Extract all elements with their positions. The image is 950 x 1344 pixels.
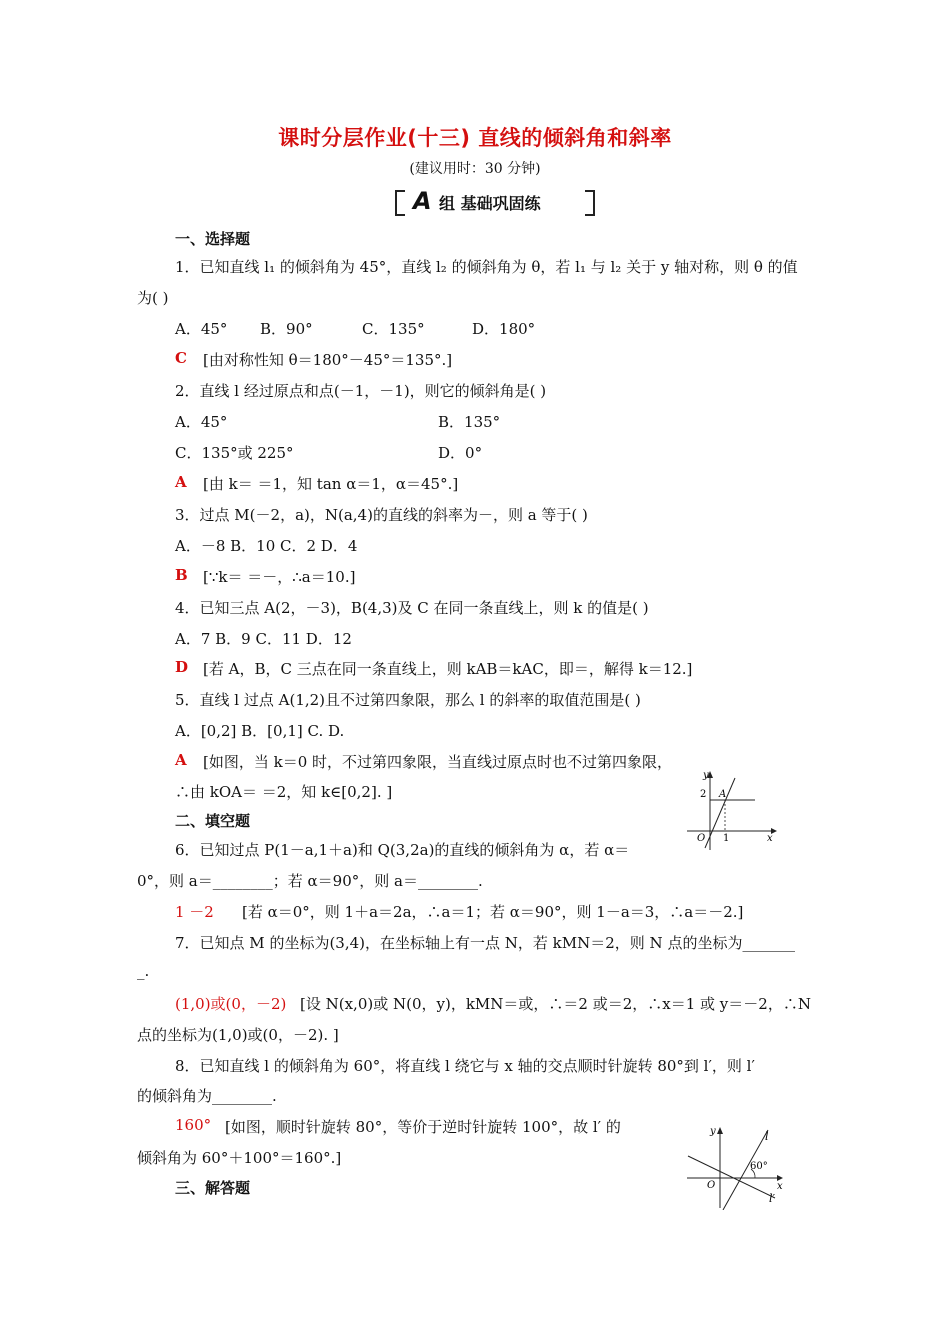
- q6-answer: 1 －2: [175, 903, 214, 921]
- q8-answer: 160°: [175, 1116, 212, 1134]
- suggested-time: (建议用时：30 分钟): [409, 161, 541, 177]
- q5-explanation: [如图，当 k＝0 时，不过第四象限，当直线过原点时也不过第四象限，: [203, 753, 673, 771]
- q3-answer: B: [175, 566, 188, 584]
- q3-explanation: [∵k＝ ＝－，∴a＝10.]: [203, 568, 356, 586]
- fig2-y-label: y: [710, 1126, 716, 1137]
- q3-stem: 3．过点 M(－2，a)，N(a,4)的直线的斜率为－，则 a 等于( ): [175, 506, 588, 524]
- fig2-y-arrow: [717, 1127, 723, 1134]
- page-title: 课时分层作业(十三) 直线的倾斜角和斜率: [278, 126, 672, 150]
- q8-explanation-cont: 倾斜角为 60°＋100°＝160°.]: [137, 1149, 342, 1167]
- q7-explanation-cont: 点的坐标为(1,0)或(0，－2). ]: [137, 1026, 339, 1044]
- fig1-y-label: y: [703, 770, 709, 781]
- q2-option-d: D．0°: [438, 444, 483, 462]
- right-bracket: [585, 190, 595, 216]
- fig2-x-label: x: [777, 1181, 783, 1192]
- fig1-x-label: x: [767, 833, 773, 844]
- q1-stem: 1．已知直线 l₁ 的倾斜角为 45°，直线 l₂ 的倾斜角为 θ，若 l₁ 与 l₂ 关于 y 轴对称，则 θ 的值: [175, 258, 798, 276]
- q7-stem-cont: _.: [137, 962, 150, 980]
- q2-option-c: C．135°或 225°: [175, 444, 294, 462]
- q1-option-b: B．90°: [260, 320, 313, 338]
- q2-answer: A: [175, 473, 187, 491]
- q5-answer: A: [175, 751, 187, 769]
- q4-stem: 4．已知三点 A(2，－3)，B(4,3)及 C 在同一条直线上，则 k 的值是( ): [175, 599, 649, 617]
- q7-stem: 7．已知点 M 的坐标为(3,4)，在坐标轴上有一点 N，若 kMN＝2，则 N 点的坐标为_______: [175, 934, 795, 952]
- fig2-l-prime-label: l′: [769, 1192, 776, 1205]
- group-letter: A: [413, 187, 432, 215]
- fig1-origin-label: O: [697, 833, 706, 844]
- q2-option-b: B．135°: [438, 413, 501, 431]
- q8-stem: 8．已知直线 l 的倾斜角为 60°，将直线 l 绕它与 x 轴的交点顺时针旋转 80°到 l′，则 l′: [175, 1057, 755, 1075]
- q1-option-d: D．180°: [472, 320, 536, 338]
- fig2-angle-label: 60°: [750, 1161, 768, 1172]
- q8-explanation: [如图，顺时针旋转 80°，等价于逆时针旋转 100°，故 l′ 的: [225, 1118, 621, 1136]
- q1-explanation: [由对称性知 θ＝180°－45°＝135°.]: [203, 351, 453, 369]
- fig1-tick-1: 1: [723, 833, 730, 844]
- section-choice: 一、选择题: [175, 230, 251, 248]
- q6-explanation: [若 α＝0°，则 1＋a＝2a，∴a＝1；若 α＝90°，则 1－a＝3，∴a＝－2.]: [242, 903, 744, 921]
- q1-option-a: A．45°: [175, 320, 228, 338]
- q7-explanation: [设 N(x,0)或 N(0，y)，kMN＝或，∴＝2 或＝2，∴x＝1 或 y＝－2，∴N: [300, 995, 811, 1013]
- q2-option-a: A．45°: [175, 413, 228, 431]
- section-solution: 三、解答题: [175, 1179, 251, 1197]
- group-banner: [395, 188, 595, 216]
- q5-options: A．[0,2] B．[0,1] C. D.: [175, 722, 345, 740]
- q2-explanation: [由 k＝ ＝1，知 tan α＝1，α＝45°.]: [203, 475, 459, 493]
- group-label: 组 基础巩固练: [439, 194, 541, 213]
- q8-stem-cont: 的倾斜角为________.: [137, 1087, 277, 1105]
- q5-stem: 5．直线 l 过点 A(1,2)且不过第四象限，那么 l 的斜率的取值范围是( ): [175, 691, 641, 709]
- left-bracket: [395, 190, 405, 216]
- fig1-tick-2: 2: [700, 789, 707, 800]
- q6-stem-cont: 0°，则 a＝________；若 α＝90°，则 a＝________.: [137, 872, 483, 890]
- figure-slope-range: [683, 768, 778, 853]
- q7-answer: (1,0)或(0，－2): [175, 995, 287, 1013]
- q6-stem: 6．已知过点 P(1－a,1＋a)和 Q(3,2a)的直线的倾斜角为 α，若 α＝: [175, 841, 630, 859]
- q4-options: A．7 B．9 C．11 D．12: [175, 630, 352, 648]
- q4-explanation: [若 A，B，C 三点在同一条直线上，则 kAB＝kAC，即＝，解得 k＝12.]: [203, 660, 693, 678]
- fig1-point-a: A: [719, 789, 727, 800]
- q3-options: A．－8 B．10 C．2 D．4: [175, 537, 358, 555]
- q2-stem: 2．直线 l 经过原点和点(－1，－1)，则它的倾斜角是( ): [175, 382, 547, 400]
- q5-explanation-cont: ∴由 kOA＝ ＝2，知 k∈[0,2]. ]: [175, 783, 393, 801]
- q1-answer: C: [175, 349, 187, 367]
- fig2-origin-label: O: [707, 1180, 716, 1191]
- section-fill-blank: 二、填空题: [175, 812, 251, 830]
- fig2-l-label: l: [765, 1130, 769, 1143]
- q1-option-c: C．135°: [362, 320, 425, 338]
- q4-answer: D: [175, 658, 189, 676]
- q1-stem-cont: 为( ): [137, 289, 169, 307]
- figure-rotation: [683, 1120, 788, 1210]
